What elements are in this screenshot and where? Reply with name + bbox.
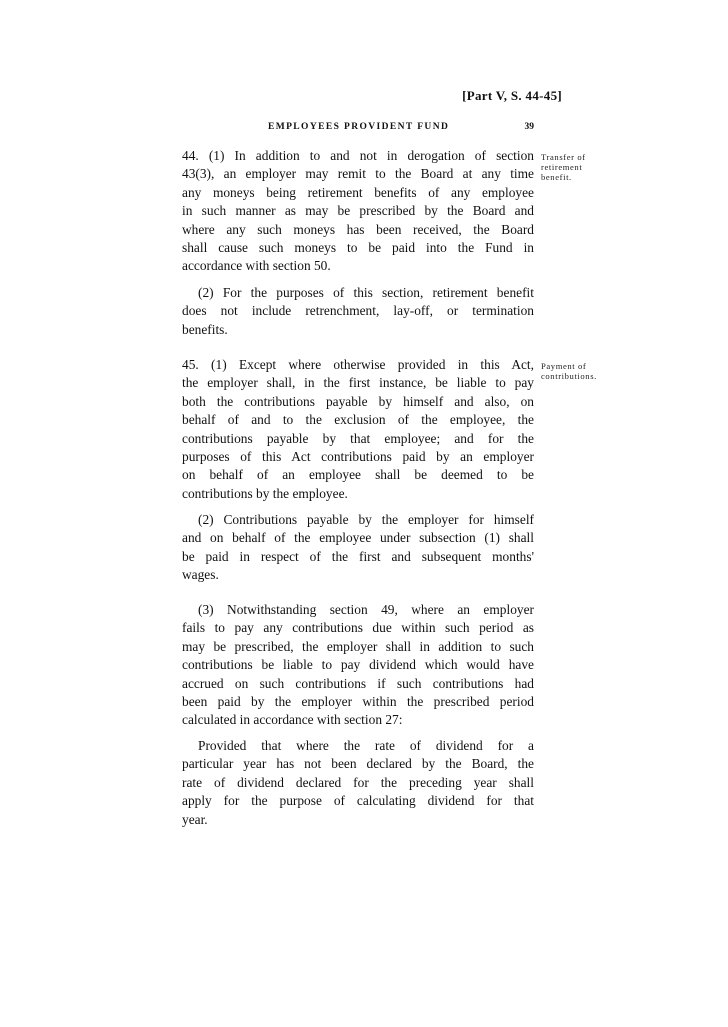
margin-note-transfer: Transfer of retirement benefit. [541,152,586,182]
text-line: does not include retrenchment, lay-off, or termination [182,303,534,319]
text-line: any moneys being retirement benefits of any employee [182,184,534,200]
text-line: 45. (1) Except where otherwise provided in this Act, [182,357,534,372]
text-line: in such manner as may be prescribed by the Board and [182,203,534,219]
text-line: contributions by the employee. [182,485,348,501]
part-reference: [Part V, S. 44-45] [462,88,562,103]
text-line: wages. [182,567,219,583]
section-45-subsection-2 [182,511,534,585]
text-line: and on behalf of the employee under subsection (1) shall [182,530,534,546]
text-line: 43(3), an employer may remit to the Board at any time [182,166,534,182]
text-line: (3) Notwithstanding section 49, where an employer [198,602,534,617]
text-line: contributions payable by that employee; and for the [182,430,534,446]
text-line: particular year has not been declared by the Board, the [182,756,534,772]
text-line: may be prescribed, the employer shall in addition to such [182,638,534,654]
text-line: 44. (1) In addition to and not in derogation of section [182,148,534,163]
text-line: be paid in respect of the first and subsequent months' [182,548,534,564]
text-line: where any such moneys has been received, the Board [182,221,534,237]
page-number: 39 [524,122,534,132]
text-line: on behalf of an employee shall be deemed to be [182,467,534,483]
text-line: purposes of this Act contributions paid by an employer [182,449,534,465]
section-44-subsection-2 [182,284,534,339]
text-line: rate of dividend declared for the preceding year shall [182,774,534,790]
running-title: EMPLOYEES PROVIDENT FUND [268,122,450,132]
margin-note-payment: Payment of contributions. [541,361,597,381]
section-44-subsection-1 [182,147,534,276]
text-line: fails to pay any contributions due within such period as [182,620,534,636]
text-line: accordance with section 50. [182,258,331,274]
text-line: both the contributions payable by himself and also, on [182,393,534,409]
section-45-subsection-3 [182,601,534,730]
running-head [182,122,534,136]
text-line: accrued on such contributions if such contributions had [182,675,534,691]
text-line: the employer shall, in the first instance, be liable to pay [182,375,534,391]
text-line: behalf of and to the exclusion of the employee, the [182,412,534,428]
text-line: year. [182,811,208,827]
text-line: contributions be liable to pay dividend which would have [182,657,534,673]
section-45-proviso [182,737,534,829]
text-line: shall cause such moneys to be paid into the Fund in [182,240,534,256]
section-45-subsection-1 [182,356,534,503]
text-line: apply for the purpose of calculating dividend for that [182,793,534,809]
text-line: (2) Contributions payable by the employer for himself [198,512,534,527]
text-line: calculated in accordance with section 27: [182,712,403,728]
text-line: (2) For the purposes of this section, retirement benefit [198,285,534,300]
text-line: been paid by the employer within the prescribed period [182,694,534,710]
text-line: Provided that where the rate of dividend for a [198,738,534,753]
text-line: benefits. [182,321,228,337]
